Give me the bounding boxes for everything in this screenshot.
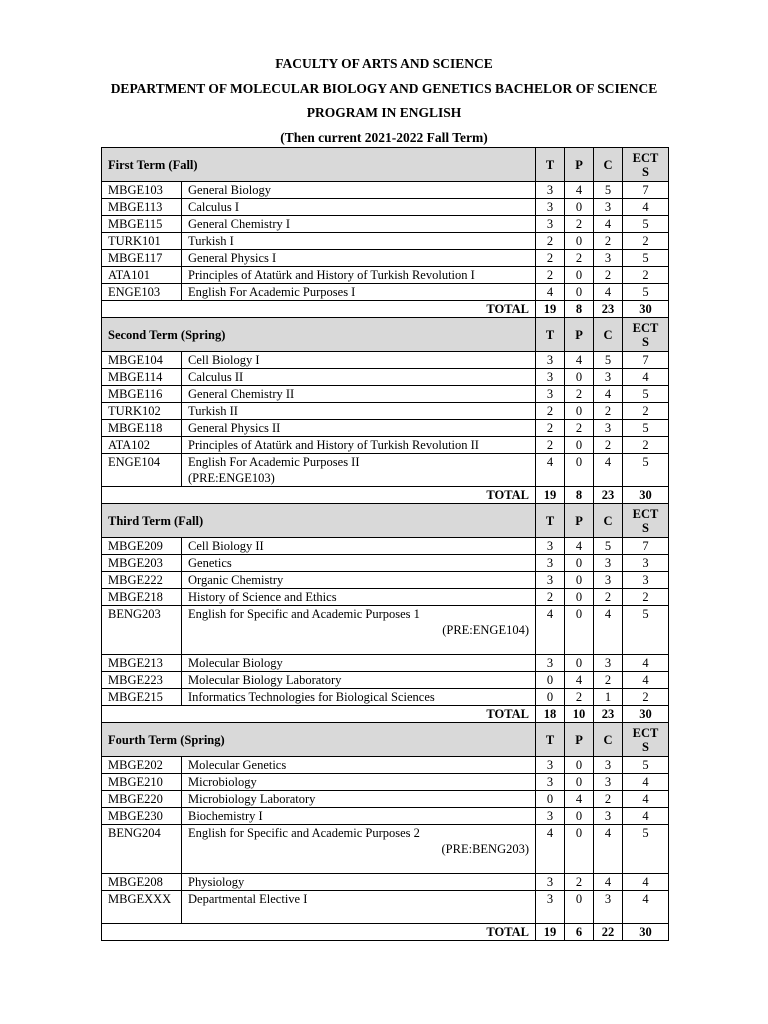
course-t: 4: [536, 606, 565, 655]
course-name-text: General Physics I: [188, 251, 277, 265]
program-title: PROGRAM IN ENGLISH: [306, 105, 462, 120]
course-t: 3: [536, 572, 565, 589]
total-p: 10: [565, 706, 594, 723]
course-name-text: Cell Biology I: [188, 353, 260, 367]
course-name-text: Molecular Biology Laboratory: [188, 673, 342, 687]
course-name: [182, 891, 536, 924]
course-row: [102, 386, 669, 403]
course-c: 2: [594, 267, 623, 284]
course-p: 4: [565, 791, 594, 808]
course-code: MBGE215: [102, 689, 182, 706]
course-ects: 4: [623, 672, 669, 689]
document-header: [0, 52, 768, 150]
course-name: [182, 655, 536, 672]
course-ects: 2: [623, 689, 669, 706]
header-ects-line2: S: [642, 334, 649, 349]
course-c: 4: [594, 454, 623, 487]
course-name: [182, 420, 536, 437]
course-code: MBGE220: [102, 791, 182, 808]
course-t: 3: [536, 808, 565, 825]
course-ects: 2: [623, 403, 669, 420]
course-row: [102, 454, 669, 487]
course-ects: 4: [623, 808, 669, 825]
course-name: [182, 267, 536, 284]
term-total-row: [102, 301, 669, 318]
course-t: 3: [536, 369, 565, 386]
course-name-text: Biochemistry I: [188, 809, 263, 823]
course-name: [182, 454, 536, 487]
course-ects: 2: [623, 233, 669, 250]
course-name-text: Principles of Atatürk and History of Turkish Revolution I: [188, 268, 475, 282]
course-name: [182, 182, 536, 199]
course-p: 2: [565, 250, 594, 267]
header-ects-line1: ECT: [632, 725, 659, 740]
course-name-text: Principles of Atatürk and History of Turkish Revolution II: [188, 438, 479, 452]
course-row: [102, 655, 669, 672]
course-ects: 2: [623, 589, 669, 606]
course-name-text: English For Academic Purposes I: [188, 285, 356, 299]
course-t: 3: [536, 555, 565, 572]
course-name-text: History of Science and Ethics: [188, 590, 337, 604]
course-p: 0: [565, 891, 594, 924]
course-name: [182, 572, 536, 589]
course-code: MBGE222: [102, 572, 182, 589]
course-ects: 5: [623, 757, 669, 774]
course-row: [102, 182, 669, 199]
course-code: MBGE116: [102, 386, 182, 403]
course-ects: 5: [623, 454, 669, 487]
header-p: P: [565, 318, 594, 352]
course-row: [102, 672, 669, 689]
total-c: 23: [594, 706, 623, 723]
course-t: 3: [536, 386, 565, 403]
course-name-text: Turkish I: [188, 234, 234, 248]
course-row: [102, 891, 669, 924]
course-c: 2: [594, 589, 623, 606]
course-t: 3: [536, 352, 565, 369]
course-t: 3: [536, 891, 565, 924]
course-name: [182, 606, 536, 655]
total-ects: 30: [623, 706, 669, 723]
course-p: 4: [565, 352, 594, 369]
course-name: [182, 791, 536, 808]
course-c: 5: [594, 352, 623, 369]
course-code: MBGE203: [102, 555, 182, 572]
term-total-row: [102, 487, 669, 504]
course-name: [182, 808, 536, 825]
course-row: [102, 589, 669, 606]
course-c: 3: [594, 199, 623, 216]
course-name-text: General Biology: [188, 183, 271, 197]
total-c: 23: [594, 487, 623, 504]
header-ects-line2: S: [642, 520, 649, 535]
header-ects: [623, 723, 669, 757]
course-name-text: Organic Chemistry: [188, 573, 284, 587]
header-p: P: [565, 504, 594, 538]
course-p: 0: [565, 808, 594, 825]
course-t: 2: [536, 589, 565, 606]
course-code: MBGE230: [102, 808, 182, 825]
course-row: [102, 233, 669, 250]
course-row: [102, 538, 669, 555]
course-c: 2: [594, 403, 623, 420]
course-code: ENGE104: [102, 454, 182, 487]
course-row: [102, 369, 669, 386]
course-name-text: Departmental Elective I: [188, 892, 308, 906]
course-ects: 5: [623, 606, 669, 655]
header-p: P: [565, 148, 594, 182]
curriculum-table: [101, 147, 669, 941]
total-label: TOTAL: [102, 706, 536, 723]
course-t: 0: [536, 672, 565, 689]
course-row: [102, 403, 669, 420]
course-code: TURK101: [102, 233, 182, 250]
course-row: [102, 555, 669, 572]
course-row: [102, 791, 669, 808]
total-c: 22: [594, 924, 623, 941]
course-code: MBGE118: [102, 420, 182, 437]
course-code: MBGE103: [102, 182, 182, 199]
header-ects-line2: S: [642, 164, 649, 179]
total-ects: 30: [623, 487, 669, 504]
course-c: 4: [594, 386, 623, 403]
course-p: 0: [565, 267, 594, 284]
course-c: 5: [594, 182, 623, 199]
course-c: 3: [594, 572, 623, 589]
course-ects: 2: [623, 267, 669, 284]
course-name: [182, 216, 536, 233]
course-p: 0: [565, 284, 594, 301]
course-t: 3: [536, 757, 565, 774]
course-c: 4: [594, 874, 623, 891]
course-code: MBGE117: [102, 250, 182, 267]
course-ects: 4: [623, 199, 669, 216]
course-t: 2: [536, 420, 565, 437]
header-t: T: [536, 504, 565, 538]
course-name: [182, 555, 536, 572]
course-c: 2: [594, 437, 623, 454]
total-ects: 30: [623, 301, 669, 318]
course-row: [102, 689, 669, 706]
course-name-text: Calculus II: [188, 370, 244, 384]
course-name: [182, 672, 536, 689]
term-total-row: [102, 924, 669, 941]
course-t: 4: [536, 454, 565, 487]
term-header-row: [102, 723, 669, 757]
course-name-text: Physiology: [188, 875, 245, 889]
header-t: T: [536, 148, 565, 182]
course-ects: 5: [623, 386, 669, 403]
course-ects: 4: [623, 655, 669, 672]
course-c: 2: [594, 672, 623, 689]
term-note: (Then current 2021-2022 Fall Term): [280, 129, 488, 145]
total-p: 8: [565, 301, 594, 318]
course-row: [102, 825, 669, 874]
course-name: [182, 284, 536, 301]
course-row: [102, 250, 669, 267]
total-t: 19: [536, 301, 565, 318]
course-t: 2: [536, 437, 565, 454]
header-t: T: [536, 723, 565, 757]
term-header-row: [102, 318, 669, 352]
course-name: [182, 233, 536, 250]
term-title: Third Term (Fall): [102, 504, 536, 538]
course-code: MBGE209: [102, 538, 182, 555]
course-ects: 3: [623, 572, 669, 589]
course-code: MBGEXXX: [102, 891, 182, 924]
course-c: 3: [594, 555, 623, 572]
course-c: 2: [594, 791, 623, 808]
course-p: 0: [565, 825, 594, 874]
course-p: 0: [565, 555, 594, 572]
term-total-row: [102, 706, 669, 723]
course-name-text: Informatics Technologies for Biological Sciences: [188, 690, 435, 704]
course-ects: 7: [623, 182, 669, 199]
course-ects: 4: [623, 791, 669, 808]
course-name-text: Microbiology Laboratory: [188, 792, 316, 806]
course-name: [182, 874, 536, 891]
course-p: 0: [565, 757, 594, 774]
course-code: MBGE223: [102, 672, 182, 689]
department-title: DEPARTMENT OF MOLECULAR BIOLOGY AND GENETICS BACHELOR OF SCIENCE: [110, 80, 658, 96]
course-code: BENG204: [102, 825, 182, 874]
course-p: 2: [565, 216, 594, 233]
course-p: 0: [565, 233, 594, 250]
course-c: 4: [594, 284, 623, 301]
course-t: 3: [536, 199, 565, 216]
term-header-row: [102, 148, 669, 182]
course-t: 4: [536, 825, 565, 874]
course-name: [182, 589, 536, 606]
course-name-text: General Chemistry II: [188, 387, 295, 401]
course-ects: 3: [623, 555, 669, 572]
course-ects: 7: [623, 352, 669, 369]
course-name: [182, 757, 536, 774]
course-code: MBGE113: [102, 199, 182, 216]
course-p: 4: [565, 538, 594, 555]
term-title: First Term (Fall): [102, 148, 536, 182]
course-p: 0: [565, 403, 594, 420]
course-ects: 5: [623, 216, 669, 233]
course-p: 0: [565, 572, 594, 589]
course-c: 4: [594, 825, 623, 874]
course-t: 2: [536, 250, 565, 267]
header-ects: [623, 148, 669, 182]
course-row: [102, 216, 669, 233]
course-c: 2: [594, 233, 623, 250]
course-p: 2: [565, 386, 594, 403]
course-ects: 2: [623, 437, 669, 454]
curriculum-body: [102, 148, 669, 941]
course-row: [102, 808, 669, 825]
header-ects-line1: ECT: [632, 320, 659, 335]
course-p: 0: [565, 606, 594, 655]
total-t: 19: [536, 924, 565, 941]
course-t: 3: [536, 655, 565, 672]
course-name: [182, 352, 536, 369]
course-name: [182, 199, 536, 216]
course-name-text: Turkish II: [188, 404, 238, 418]
course-code: BENG203: [102, 606, 182, 655]
course-c: 3: [594, 774, 623, 791]
course-code: MBGE213: [102, 655, 182, 672]
total-t: 19: [536, 487, 565, 504]
course-code: MBGE115: [102, 216, 182, 233]
term-title: Second Term (Spring): [102, 318, 536, 352]
course-ects: 5: [623, 250, 669, 267]
course-name: [182, 437, 536, 454]
course-p: 2: [565, 874, 594, 891]
total-label: TOTAL: [102, 487, 536, 504]
course-ects: 7: [623, 538, 669, 555]
course-name-text: English for Specific and Academic Purposes 1: [188, 607, 420, 621]
course-name: [182, 538, 536, 555]
course-p: 0: [565, 774, 594, 791]
header-ects-line2: S: [642, 739, 649, 754]
total-t: 18: [536, 706, 565, 723]
course-p: 0: [565, 199, 594, 216]
course-name-text: Cell Biology II: [188, 539, 264, 553]
term-header-row: [102, 504, 669, 538]
header-ects: [623, 318, 669, 352]
course-row: [102, 352, 669, 369]
course-row: [102, 572, 669, 589]
course-t: 2: [536, 403, 565, 420]
course-code: ENGE103: [102, 284, 182, 301]
course-c: 3: [594, 655, 623, 672]
course-row: [102, 199, 669, 216]
header-c: C: [594, 318, 623, 352]
course-p: 0: [565, 369, 594, 386]
course-c: 4: [594, 606, 623, 655]
course-prerequisite: (PRE:ENGE104): [442, 623, 530, 637]
total-ects: 30: [623, 924, 669, 941]
total-label: TOTAL: [102, 924, 536, 941]
course-ects: 5: [623, 284, 669, 301]
header-c: C: [594, 148, 623, 182]
course-ects: 4: [623, 891, 669, 924]
course-name: [182, 369, 536, 386]
header-p: P: [565, 723, 594, 757]
course-name-text: English For Academic Purposes II: [188, 455, 360, 469]
course-name-text: General Physics II: [188, 421, 281, 435]
course-code: MBGE218: [102, 589, 182, 606]
course-prerequisite: (PRE:BENG203): [441, 842, 530, 856]
course-t: 0: [536, 689, 565, 706]
course-row: [102, 606, 669, 655]
course-name: [182, 403, 536, 420]
course-t: 2: [536, 233, 565, 250]
course-name-text: Molecular Biology: [188, 656, 283, 670]
course-name: [182, 386, 536, 403]
course-code: ATA102: [102, 437, 182, 454]
header-ects: [623, 504, 669, 538]
total-c: 23: [594, 301, 623, 318]
header-t: T: [536, 318, 565, 352]
total-p: 8: [565, 487, 594, 504]
course-code: ATA101: [102, 267, 182, 284]
course-t: 2: [536, 267, 565, 284]
faculty-title: FACULTY OF ARTS AND SCIENCE: [275, 56, 493, 71]
course-t: 0: [536, 791, 565, 808]
course-code: MBGE210: [102, 774, 182, 791]
course-row: [102, 437, 669, 454]
total-label: TOTAL: [102, 301, 536, 318]
course-c: 3: [594, 808, 623, 825]
course-row: [102, 420, 669, 437]
course-name: [182, 774, 536, 791]
course-c: 5: [594, 538, 623, 555]
course-c: 1: [594, 689, 623, 706]
header-ects-line1: ECT: [632, 506, 659, 521]
course-t: 3: [536, 538, 565, 555]
course-p: 2: [565, 420, 594, 437]
course-name-text: Molecular Genetics: [188, 758, 287, 772]
course-row: [102, 284, 669, 301]
course-p: 4: [565, 182, 594, 199]
course-code: TURK102: [102, 403, 182, 420]
course-name-text: Calculus I: [188, 200, 240, 214]
course-ects: 4: [623, 874, 669, 891]
course-name-text: English for Specific and Academic Purposes 2: [188, 826, 420, 840]
header-c: C: [594, 723, 623, 757]
course-row: [102, 774, 669, 791]
course-name-text: Genetics: [188, 556, 232, 570]
course-row: [102, 757, 669, 774]
course-c: 3: [594, 420, 623, 437]
course-code: MBGE202: [102, 757, 182, 774]
course-row: [102, 267, 669, 284]
course-code: MBGE114: [102, 369, 182, 386]
course-t: 3: [536, 182, 565, 199]
course-code: MBGE208: [102, 874, 182, 891]
course-ects: 4: [623, 774, 669, 791]
course-p: 4: [565, 672, 594, 689]
course-p: 0: [565, 454, 594, 487]
course-name: [182, 250, 536, 267]
header-ects-line1: ECT: [632, 150, 659, 165]
course-ects: 5: [623, 420, 669, 437]
course-p: 0: [565, 589, 594, 606]
course-t: 3: [536, 874, 565, 891]
course-row: [102, 874, 669, 891]
header-c: C: [594, 504, 623, 538]
course-c: 3: [594, 369, 623, 386]
course-p: 0: [565, 437, 594, 454]
course-c: 3: [594, 891, 623, 924]
total-p: 6: [565, 924, 594, 941]
course-name: [182, 825, 536, 874]
course-c: 3: [594, 757, 623, 774]
term-title: Fourth Term (Spring): [102, 723, 536, 757]
course-p: 0: [565, 655, 594, 672]
course-name-text: Microbiology: [188, 775, 257, 789]
course-t: 3: [536, 216, 565, 233]
course-t: 4: [536, 284, 565, 301]
course-name-text: General Chemistry I: [188, 217, 291, 231]
course-prerequisite: (PRE:ENGE103): [188, 471, 275, 485]
course-c: 3: [594, 250, 623, 267]
course-t: 3: [536, 774, 565, 791]
course-ects: 4: [623, 369, 669, 386]
course-name: [182, 689, 536, 706]
course-p: 2: [565, 689, 594, 706]
course-c: 4: [594, 216, 623, 233]
course-code: MBGE104: [102, 352, 182, 369]
course-ects: 5: [623, 825, 669, 874]
